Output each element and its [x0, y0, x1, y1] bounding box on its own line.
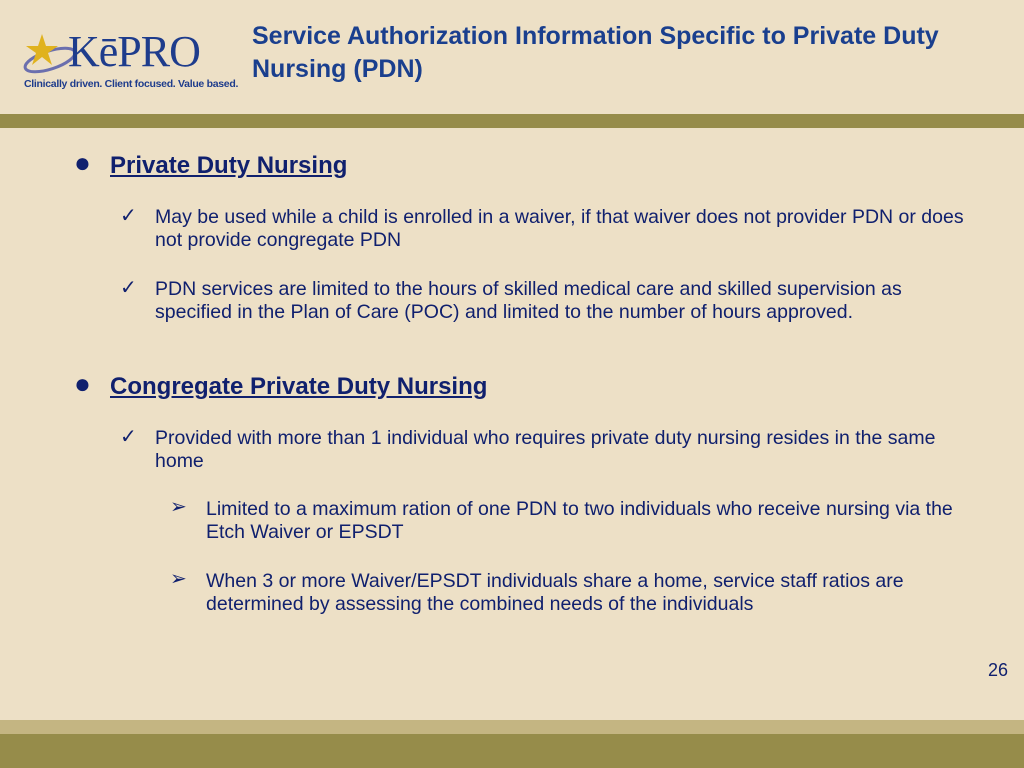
page-number: 26 — [987, 660, 1008, 680]
list-item-text: May be used while a child is enrolled in a waiver, if that waiver does not provider PDN or does not provide congregate PDN — [155, 206, 964, 251]
bullet-icon: ● — [74, 147, 91, 178]
footer-band-light — [0, 720, 1024, 734]
section-heading: Private Duty Nursing — [110, 152, 348, 179]
slide-title: Service Authorization Information Specific to Private Duty Nursing (PDN) — [252, 22, 939, 83]
footer-band — [0, 734, 1024, 768]
sub-list-item-text: When 3 or more Waiver/EPSDT individuals share a home, service staff ratios are determined by assessing the combined needs of the individuals — [206, 570, 904, 615]
arrow-bullet-icon: ➢ — [170, 496, 187, 518]
checkmark-icon: ✓ — [120, 277, 137, 299]
checkmark-icon: ✓ — [120, 426, 137, 448]
logo-tagline: Clinically driven. Client focused. Value based. — [24, 78, 239, 90]
list-item-text: Provided with more than 1 individual who requires private duty nursing resides in the same home — [155, 427, 936, 472]
section-heading: Congregate Private Duty Nursing — [110, 373, 488, 400]
arrow-bullet-icon: ➢ — [170, 568, 187, 590]
checkmark-icon: ✓ — [120, 205, 137, 227]
header-divider-band — [0, 114, 1024, 128]
bullet-icon: ● — [74, 368, 91, 399]
kepro-logo — [20, 27, 239, 92]
sub-list-item-text: Limited to a maximum ration of one PDN to two individuals who receive nursing via the Etch Waiver or EPSDT — [206, 498, 953, 543]
logo-wordmark: KēPRO — [68, 27, 200, 76]
list-item-text: PDN services are limited to the hours of skilled medical care and skilled supervision as specified in the Plan of Care (POC) and limited to the number of hours approved. — [155, 278, 902, 323]
